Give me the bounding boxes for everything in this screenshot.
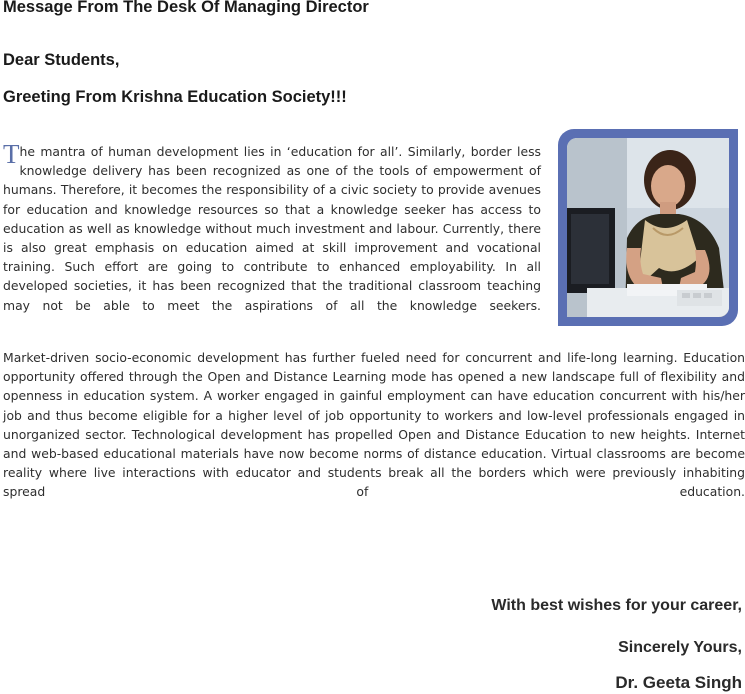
closing-wishes: With best wishes for your career,	[491, 597, 742, 614]
paragraph-1-text: he mantra of human development lies in ‘education for all’. Similarly, border less knowledge delivery has been recognized as one of the tools of empowerment of humans. Therefore, it becomes the responsibility of a civic society to provide avenues for education and knowledge resources so that a knowledge seeker has access to education as well as knowledge without much investment and labour. Currently, there is also great emphasis on education aimed at skill improvement and vocational training. Such effort are going to contribute to enhanced employability. In all developed societies, it has been recognized that the traditional classroom teaching may not be able to meet the aspirations of all the knowledge seekers.	[3, 144, 541, 313]
drop-cap: T	[3, 139, 20, 169]
salutation: Dear Students,	[3, 51, 120, 69]
director-photo-frame	[558, 129, 738, 326]
signatory-name: Dr. Geeta Singh	[615, 673, 742, 692]
message-paragraph-1	[3, 139, 541, 334]
director-photo	[567, 138, 729, 317]
message-paragraph-2: Market-driven socio-economic development has further fueled need for concurrent and life-long learning. Education opportunity offered through the Open and Distance Learning mode has opened a new landscape full of flexibility and openness in education system. A worker engaged in gainful employment can have education concurrent with his/her job and thus become eligible for a higher level of job opportunity to workers and low-level professionals engaged in unorganized sector. Technological development has propelled Open and Distance Education to new heights. Internet and web-based educational materials have now become norms of distance education. Virtual classrooms are become reality where live interactions with educator and students break all the borders which were previously inhabiting spread of education.	[3, 350, 745, 500]
greeting-line: Greeting From Krishna Education Society!!!	[3, 88, 347, 106]
closing-sincerely: Sincerely Yours,	[618, 639, 742, 656]
page-title: Message From The Desk Of Managing Director	[3, 0, 369, 16]
